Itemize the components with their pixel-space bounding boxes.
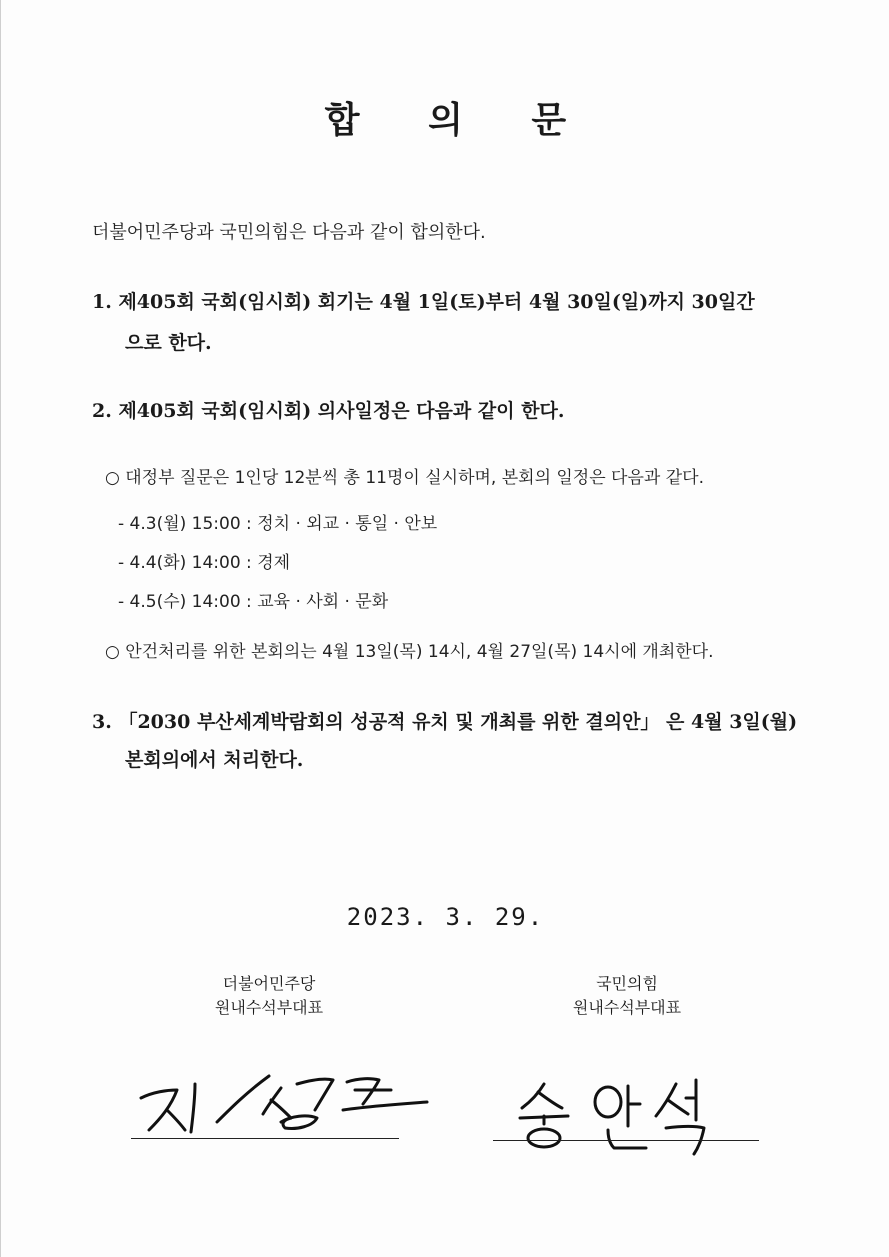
signature-song-eon-seok (516, 1068, 736, 1158)
signatory-people-power-party (497, 972, 757, 1020)
schedule-item: - 4.3(월) 15:00 : 정치 · 외교 · 통일 · 안보 (118, 514, 438, 534)
signatory-role: 원내수석부대표 (214, 998, 324, 1017)
signatory-democratic-party (139, 972, 399, 1020)
bullet-question-session: ○ 대정부 질문은 1인당 12분씩 총 11명이 실시하며, 본회의 일정은 다음과 같다. (105, 468, 704, 488)
document-title: 합 의 문 (324, 99, 595, 141)
item-1-line-2: 으로 한다. (125, 332, 212, 354)
schedule-item: - 4.5(수) 14:00 : 교육 · 사회 · 문화 (118, 592, 389, 612)
signature-jin-seong-jun (121, 1060, 441, 1150)
item-1-line-1: 1. 제405회 국회(임시회) 회기는 4월 1일(토)부터 4월 30일(일)까지 30일간 (92, 291, 755, 313)
signatory-role: 원내수석부대표 (572, 998, 682, 1017)
signature-line (131, 1138, 399, 1139)
party-name: 더불어민주당 (222, 974, 316, 993)
document-date: 2023. 3. 29. (346, 903, 545, 931)
schedule-item: - 4.4(화) 14:00 : 경제 (118, 553, 291, 573)
signature-line (493, 1140, 759, 1141)
bullet-plenary-session: ○ 안건처리를 위한 본회의는 4월 13일(목) 14시, 4월 27일(목) 14시에 개최한다. (105, 642, 714, 662)
item-2-text: 2. 제405회 국회(임시회) 의사일정은 다음과 같이 한다. (92, 400, 565, 422)
item-3-line-1: 3. 「2030 부산세계박람회의 성공적 유치 및 개최를 위한 결의안」 은 4월 3일(월) (92, 711, 798, 733)
party-name: 국민의힘 (596, 974, 658, 993)
intro-text: 더불어민주당과 국민의힘은 다음과 같이 합의한다. (92, 222, 486, 243)
item-3-line-2: 본회의에서 처리한다. (125, 749, 304, 771)
